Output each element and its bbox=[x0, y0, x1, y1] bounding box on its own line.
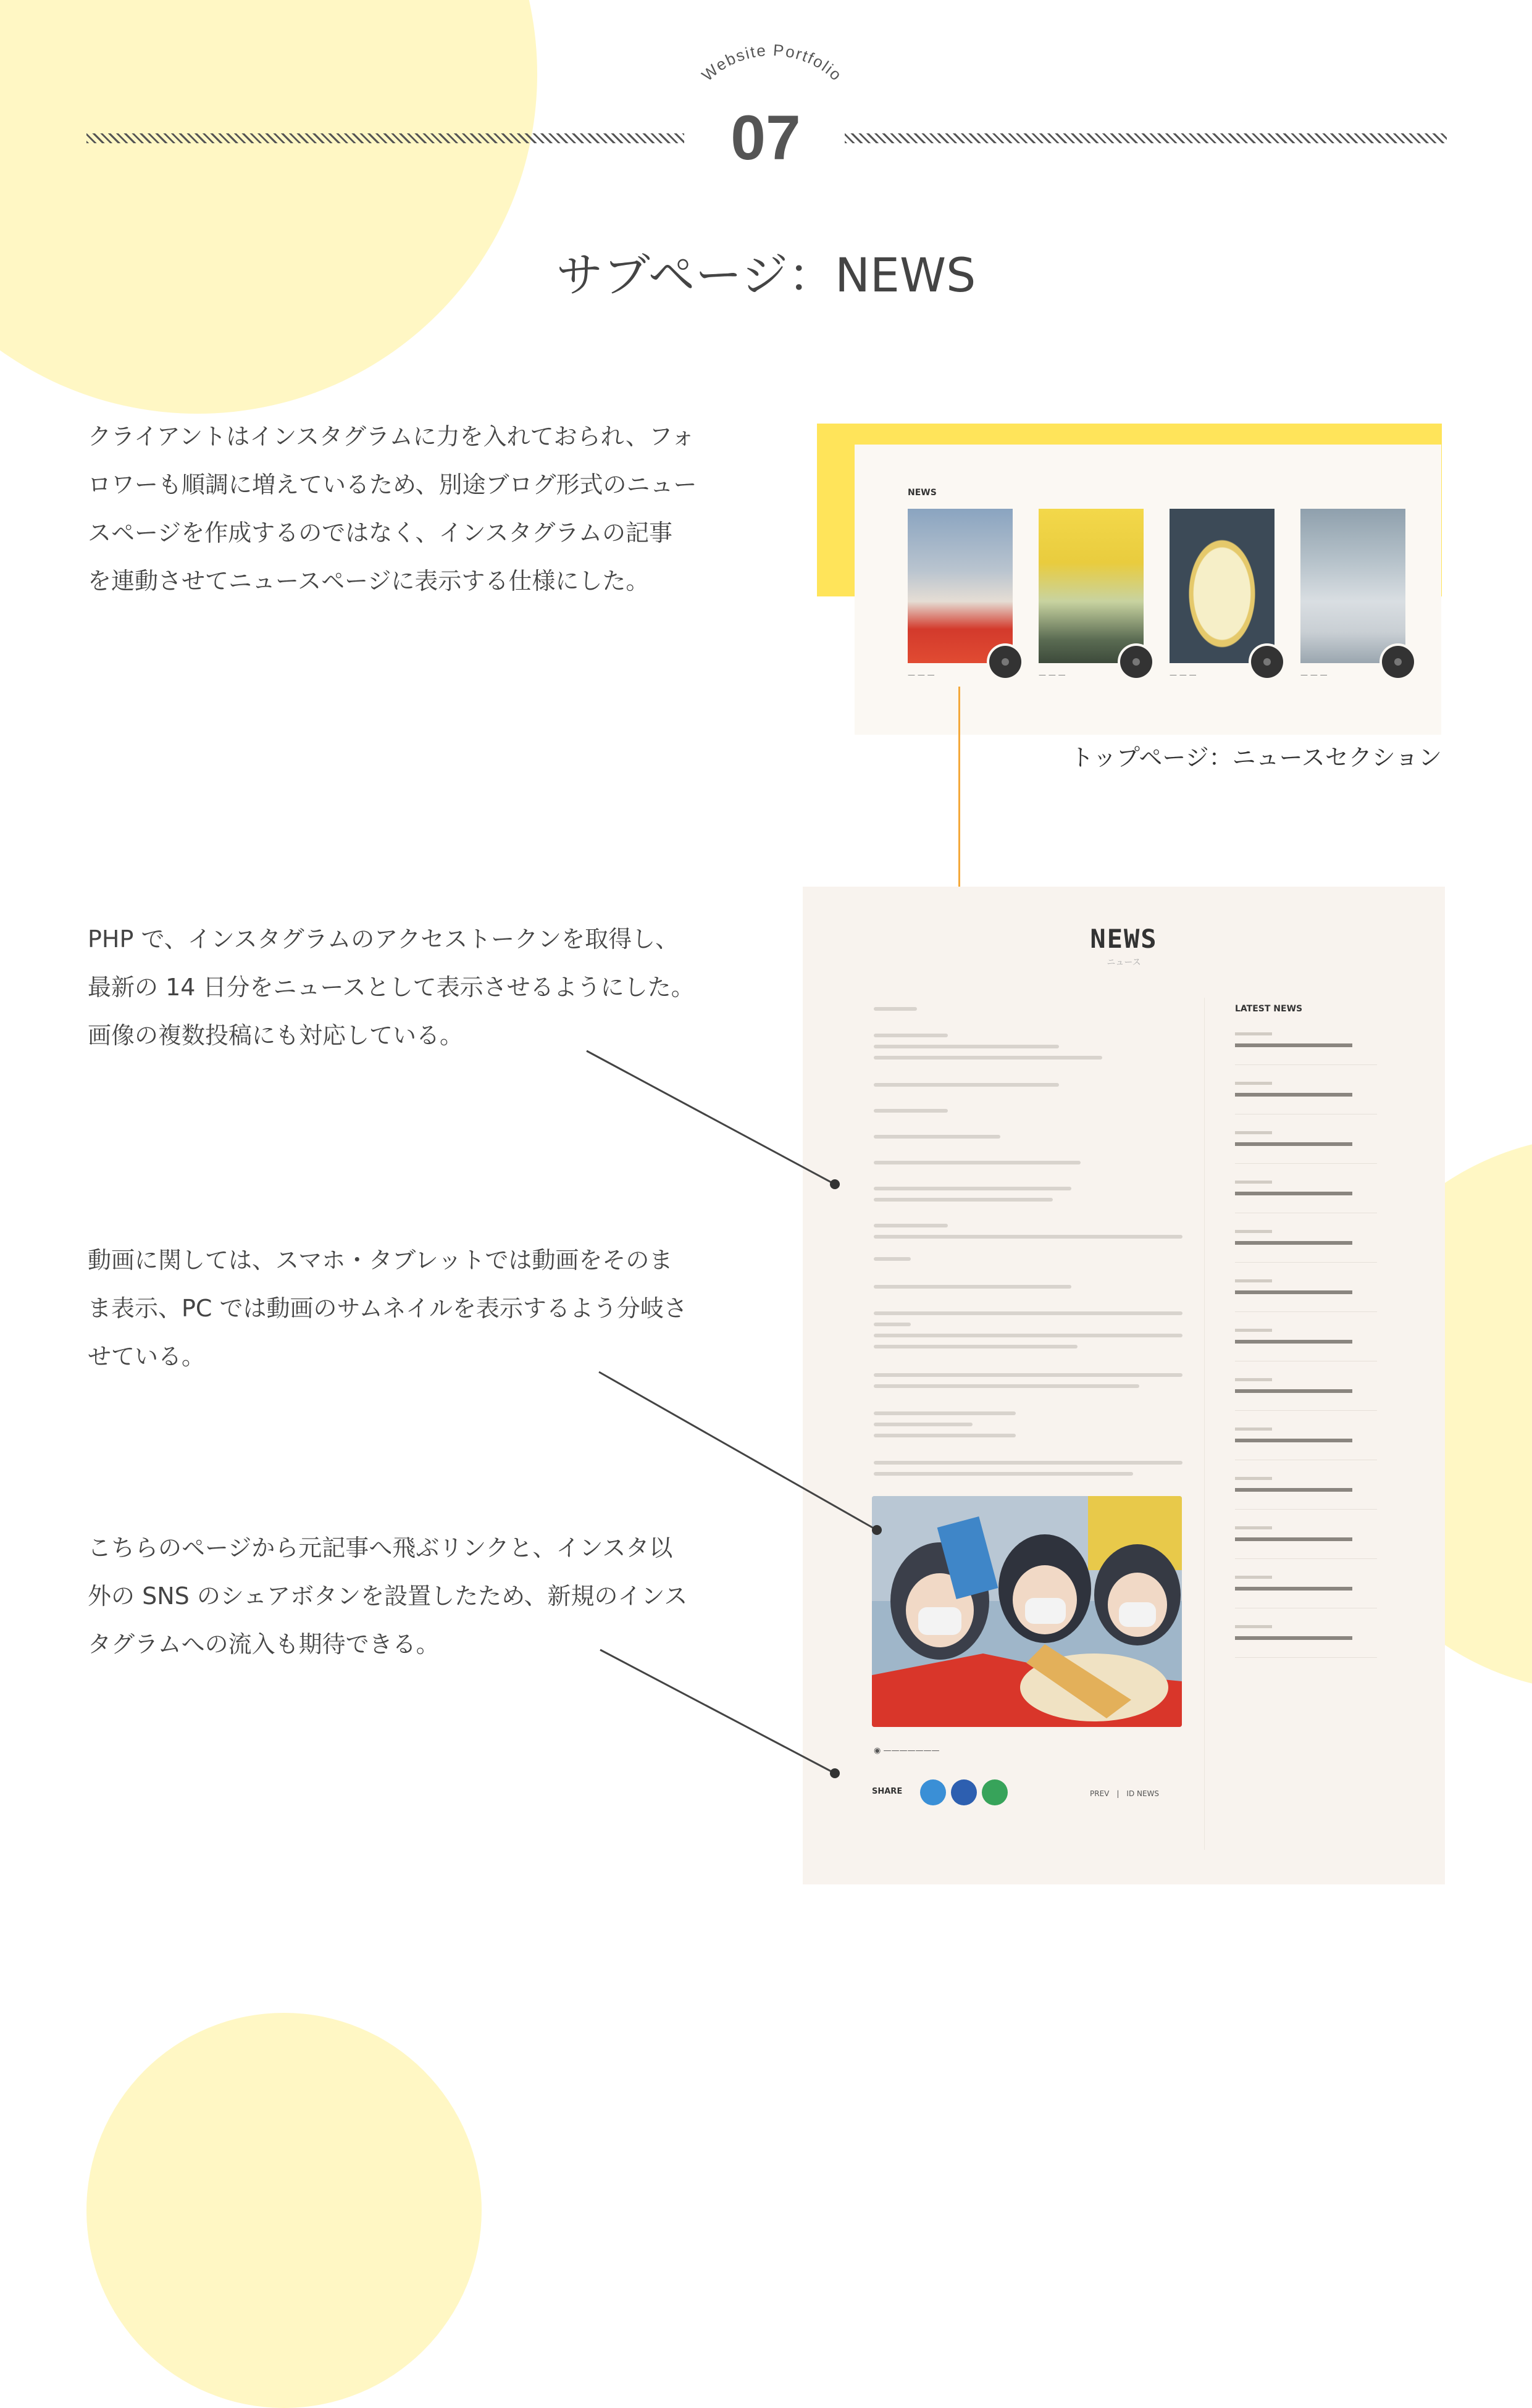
paragraph-line: こちらのページから元記事へ飛ぶリンクと、インスタ以 bbox=[88, 1534, 673, 1561]
paragraph-line: クライアントはインスタグラムに力を入れておられ、フォ bbox=[88, 423, 695, 450]
paragraph-line: タグラムへの流入も期待できる。 bbox=[88, 1631, 440, 1658]
paragraph-line: せている。 bbox=[88, 1343, 206, 1370]
screenshot-caption: トップページ：ニュースセクション bbox=[1070, 744, 1442, 771]
paragraph-line: ロワーも順調に増えているため、別途ブログ形式のニュー bbox=[88, 471, 697, 498]
paragraph-line: 画像の複数投稿にも対応している。 bbox=[88, 1022, 464, 1049]
thumbnail-date: — — — bbox=[1300, 671, 1328, 679]
thumbnail-date: — — — bbox=[1170, 671, 1197, 679]
paragraph-line: スページを作成するのではなく、インスタグラムの記事 bbox=[88, 519, 672, 546]
paragraph-line: PHP で、インスタグラムのアクセストークンを取得し、 bbox=[88, 926, 679, 953]
thumbnail-date: — — — bbox=[908, 671, 935, 679]
instagram-link[interactable]: ◉ ——————— bbox=[874, 1746, 940, 1755]
leader-dot bbox=[830, 1768, 840, 1778]
page-title: サブページ：NEWS bbox=[556, 248, 976, 303]
leader-dot bbox=[872, 1525, 882, 1535]
prev-next-links[interactable]: PREV | ID NEWS bbox=[1090, 1789, 1160, 1798]
thumbnail-date: — — — bbox=[1039, 671, 1066, 679]
leader-line-php bbox=[587, 1051, 835, 1184]
latest-news-heading: LATEST NEWS bbox=[1235, 1004, 1303, 1014]
news-page-subtitle: ニュース bbox=[1107, 958, 1141, 968]
news-page-title: NEWS bbox=[1090, 924, 1158, 954]
paragraph-line: 外の SNS のシェアボタンを設置したため、新規のインス bbox=[88, 1582, 688, 1610]
paragraph-line: 最新の 14 日分をニュースとして表示させるようにした。 bbox=[88, 974, 695, 1001]
leader-line-video bbox=[599, 1372, 877, 1530]
leader-dot bbox=[830, 1179, 840, 1189]
paragraph-line: ま表示、PC では動画のサムネイルを表示するよう分岐さ bbox=[88, 1295, 687, 1322]
screenshot-section-label: NEWS bbox=[908, 488, 937, 498]
page-number: 07 bbox=[730, 102, 801, 173]
paragraph-line: を連動させてニュースページに表示する仕様にした。 bbox=[88, 567, 650, 595]
arc-label-text: Website Portfolio bbox=[698, 43, 847, 85]
paragraph-line: 動画に関しては、スマホ・タブレットでは動画をそのま bbox=[88, 1247, 673, 1274]
share-label: SHARE bbox=[872, 1787, 903, 1796]
leader-line-share bbox=[600, 1650, 835, 1773]
